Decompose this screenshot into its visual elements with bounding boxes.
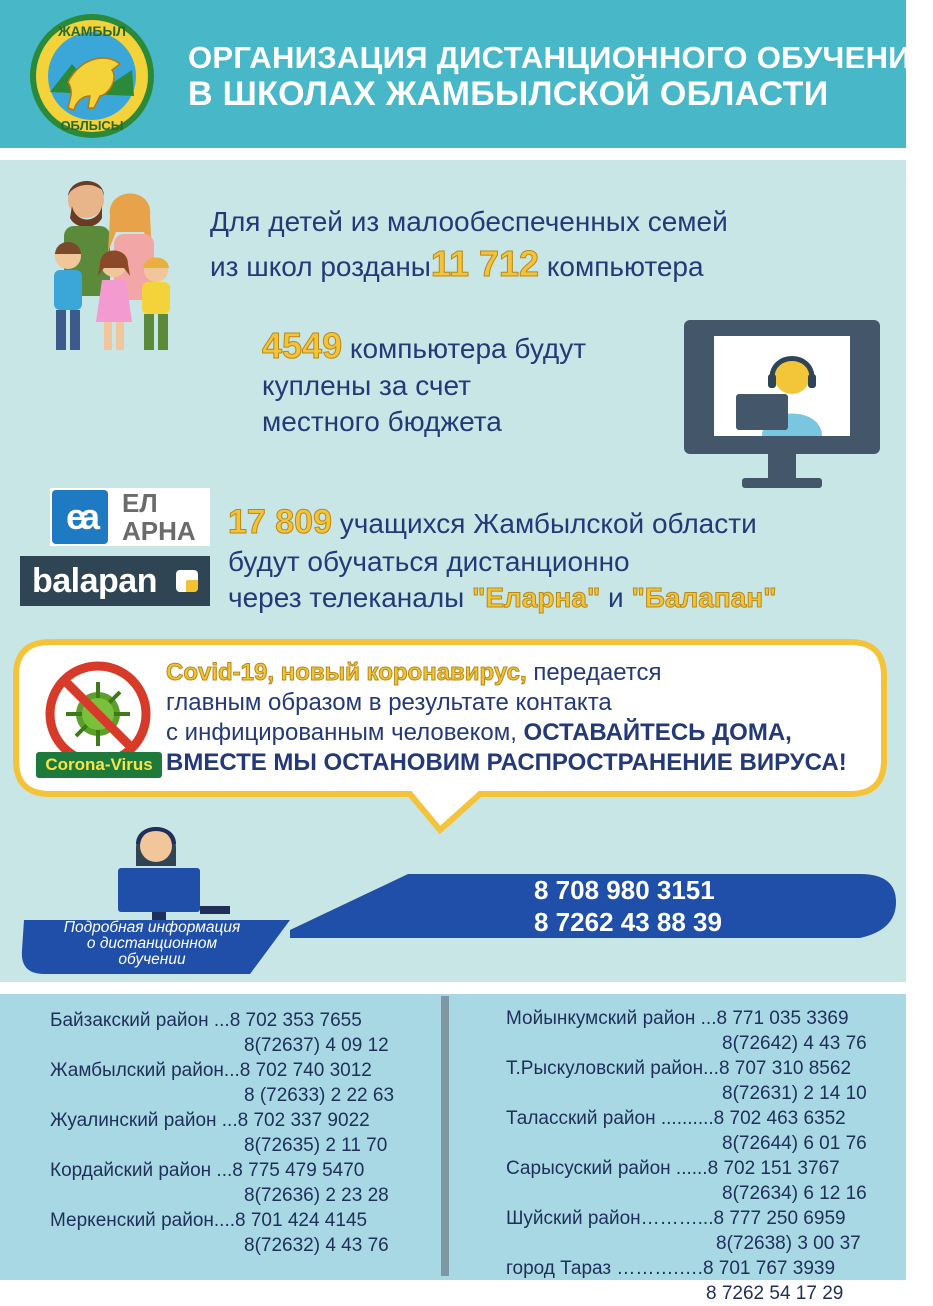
block1-line2 (210, 243, 704, 285)
district-row (506, 1006, 851, 1031)
title-line-1: ОРГАНИЗАЦИЯ ДИСТАНЦИОННОГО ОБУЧЕНИЯ (188, 40, 933, 75)
district-phone-2: 8(72634) 6 12 16 (722, 1183, 867, 1204)
district-phone: 8 702 337 9022 (237, 1110, 370, 1131)
district-row (50, 1208, 372, 1233)
balapan-logo-text: balapan (32, 562, 157, 600)
district-name: Сарысуский район ...... (506, 1158, 708, 1179)
district-phone-2: 8(72638) 3 00 37 (716, 1233, 861, 1254)
students-number: 17 809 (228, 503, 332, 541)
district-phone-2: 8(72635) 2 11 70 (244, 1135, 388, 1156)
district-phone-2: 8(72631) 2 14 10 (722, 1083, 867, 1104)
block2-line2: куплены за счет (262, 370, 471, 401)
district-name: Жуалинский район ... (50, 1110, 238, 1131)
district-name: Мойынкумский район ... (506, 1008, 717, 1029)
covid-line2: главным образом в результате контакта (166, 689, 612, 716)
district-name: город Тараз ……….…. (506, 1258, 703, 1279)
block2-line3: местного бюджета (262, 406, 502, 437)
district-name: Шуйский район………... (506, 1208, 714, 1229)
district-entry (50, 1108, 388, 1158)
monitor-operator-icon (682, 318, 882, 494)
district-entry (506, 1106, 867, 1156)
covid-line1 (166, 658, 661, 688)
district-entry (50, 1208, 389, 1258)
balapan-logo-mark-icon (176, 570, 198, 592)
district-name: Байзакский район ... (50, 1010, 230, 1031)
more-info-label (34, 920, 270, 968)
district-entry (506, 1156, 867, 1206)
district-row-2 (50, 1183, 389, 1208)
computers-bought-number: 4549 (262, 325, 343, 366)
district-entry (506, 1206, 861, 1256)
district-phone: 8 702 353 7655 (229, 1010, 362, 1031)
district-row-2 (50, 1033, 389, 1058)
district-row (50, 1058, 372, 1083)
district-phone-2: 8(72637) 4 09 12 (244, 1035, 389, 1056)
family-illustration-icon (46, 172, 178, 358)
block3-line2: будут обучаться дистанционно (228, 546, 630, 577)
district-row-2 (50, 1083, 395, 1108)
covid-line1-post: передается (526, 659, 662, 686)
hotline-phone-1: 8 708 980 3151 (534, 875, 715, 905)
district-row-2 (506, 1131, 867, 1156)
district-phone-2: 8 7262 54 17 29 (706, 1283, 844, 1304)
district-row-2 (50, 1233, 389, 1258)
district-row-2 (506, 1231, 861, 1256)
district-phone: 8 702 151 3767 (707, 1158, 840, 1179)
district-phone: 8 777 250 6959 (713, 1208, 846, 1229)
district-phone-2: 8(72644) 6 01 76 (722, 1133, 867, 1154)
block2-line1-post: компьютера будут (342, 333, 587, 364)
district-row (50, 1108, 372, 1133)
computers-given-number: 11 712 (430, 243, 540, 284)
district-row-2 (506, 1081, 867, 1106)
district-entry (506, 1056, 867, 1106)
district-row-2 (506, 1031, 867, 1056)
block1-line2-pre: из школ розданы (210, 251, 431, 282)
hotline-phones (534, 874, 722, 938)
district-row (506, 1106, 851, 1131)
district-phone: 8 701 767 3939 (702, 1258, 836, 1279)
district-row (506, 1056, 851, 1081)
district-entry (50, 1058, 395, 1108)
district-name: Т.Рыскуловский район... (506, 1058, 719, 1079)
corona-virus-label: Corona-Virus (36, 752, 162, 778)
district-phone: 8 702 740 3012 (239, 1060, 372, 1081)
channel-balapan: "Балапан" (631, 582, 777, 613)
district-row-2 (506, 1181, 867, 1206)
district-phone-2: 8(72642) 4 43 76 (722, 1033, 867, 1054)
block2-line1 (262, 325, 587, 367)
district-row (506, 1156, 851, 1181)
elarna-logo-line2: АРНА (122, 516, 196, 546)
block3-line3 (228, 580, 777, 616)
district-entry (50, 1008, 389, 1058)
district-name: Меркенский район.... (50, 1210, 235, 1231)
district-row (50, 1158, 372, 1183)
column-divider (441, 996, 449, 1276)
block3-line1-post: учащихся Жамбылской области (332, 508, 757, 539)
district-name: Кордайский район ... (50, 1160, 233, 1181)
district-row (50, 1008, 372, 1033)
channel-elarna: "Еларна" (472, 582, 601, 613)
elarna-logo (50, 488, 210, 546)
elarna-logo-line1: ЕЛ (122, 488, 158, 518)
more-info-line2: о дистанционном (86, 935, 218, 952)
district-phone: 8 775 479 5470 (232, 1160, 365, 1181)
district-name: Жамбылский район... (50, 1060, 240, 1081)
balapan-logo (20, 556, 210, 606)
district-entry (506, 1006, 867, 1056)
covid-line4 (166, 748, 847, 778)
district-name: Таласский район .......... (506, 1108, 714, 1129)
block3-line3-pre: через телеканалы (228, 582, 473, 613)
district-phone-2: 8(72636) 2 23 28 (244, 1185, 389, 1206)
district-phone-2: 8 (72633) 2 22 63 (244, 1085, 395, 1106)
title-line-2: В ШКОЛАХ ЖАМБЫЛСКОЙ ОБЛАСТИ (188, 75, 829, 113)
svg-text:ЖАМБЫЛ: ЖАМБЫЛ (57, 23, 127, 39)
stop-virus-text: ВМЕСТЕ МЫ ОСТАНОВИМ РАСПРОСТРАНЕНИЕ ВИРУСА! (166, 749, 847, 776)
svg-text:ОБЛЫСЫ: ОБЛЫСЫ (60, 118, 124, 133)
hotline-phone-2: 8 7262 43 88 39 (534, 907, 722, 937)
district-phone: 8 701 424 4145 (235, 1210, 368, 1231)
block1-line1: Для детей из малообеспеченных семей (210, 206, 728, 237)
more-info-line3: обучении (118, 951, 186, 968)
elarna-logo-mark: ea (52, 490, 108, 544)
block3-line1 (228, 504, 757, 542)
district-phone: 8 702 463 6352 (713, 1108, 846, 1129)
district-phone: 8 707 310 8562 (718, 1058, 852, 1079)
district-row (506, 1206, 851, 1231)
page-title (188, 40, 933, 112)
district-list-right (506, 1006, 867, 1306)
operator-desk-icon (104, 814, 234, 924)
district-list-left (50, 1008, 395, 1258)
more-info-line1: Подробная информация (63, 919, 241, 936)
stay-home-text: ОСТАВАЙТЕСЬ ДОМА, (523, 719, 792, 746)
district-row-2 (50, 1133, 388, 1158)
header-banner (0, 0, 933, 148)
covid-line3-pre: с инфицированным человеком, (166, 719, 524, 746)
district-row (506, 1256, 851, 1281)
district-entry (506, 1256, 851, 1306)
district-phone: 8 771 035 3369 (716, 1008, 849, 1029)
district-entry (50, 1158, 389, 1208)
covid-line3 (166, 718, 792, 748)
block3-and: и (600, 582, 632, 613)
block1-line2-post: компьютера (539, 251, 704, 282)
district-phone-2: 8(72632) 4 43 76 (244, 1235, 389, 1256)
region-emblem-icon (28, 12, 156, 140)
district-row-2 (506, 1281, 851, 1306)
covid-highlight: Covid-19, новый коронавирус, (166, 659, 527, 686)
